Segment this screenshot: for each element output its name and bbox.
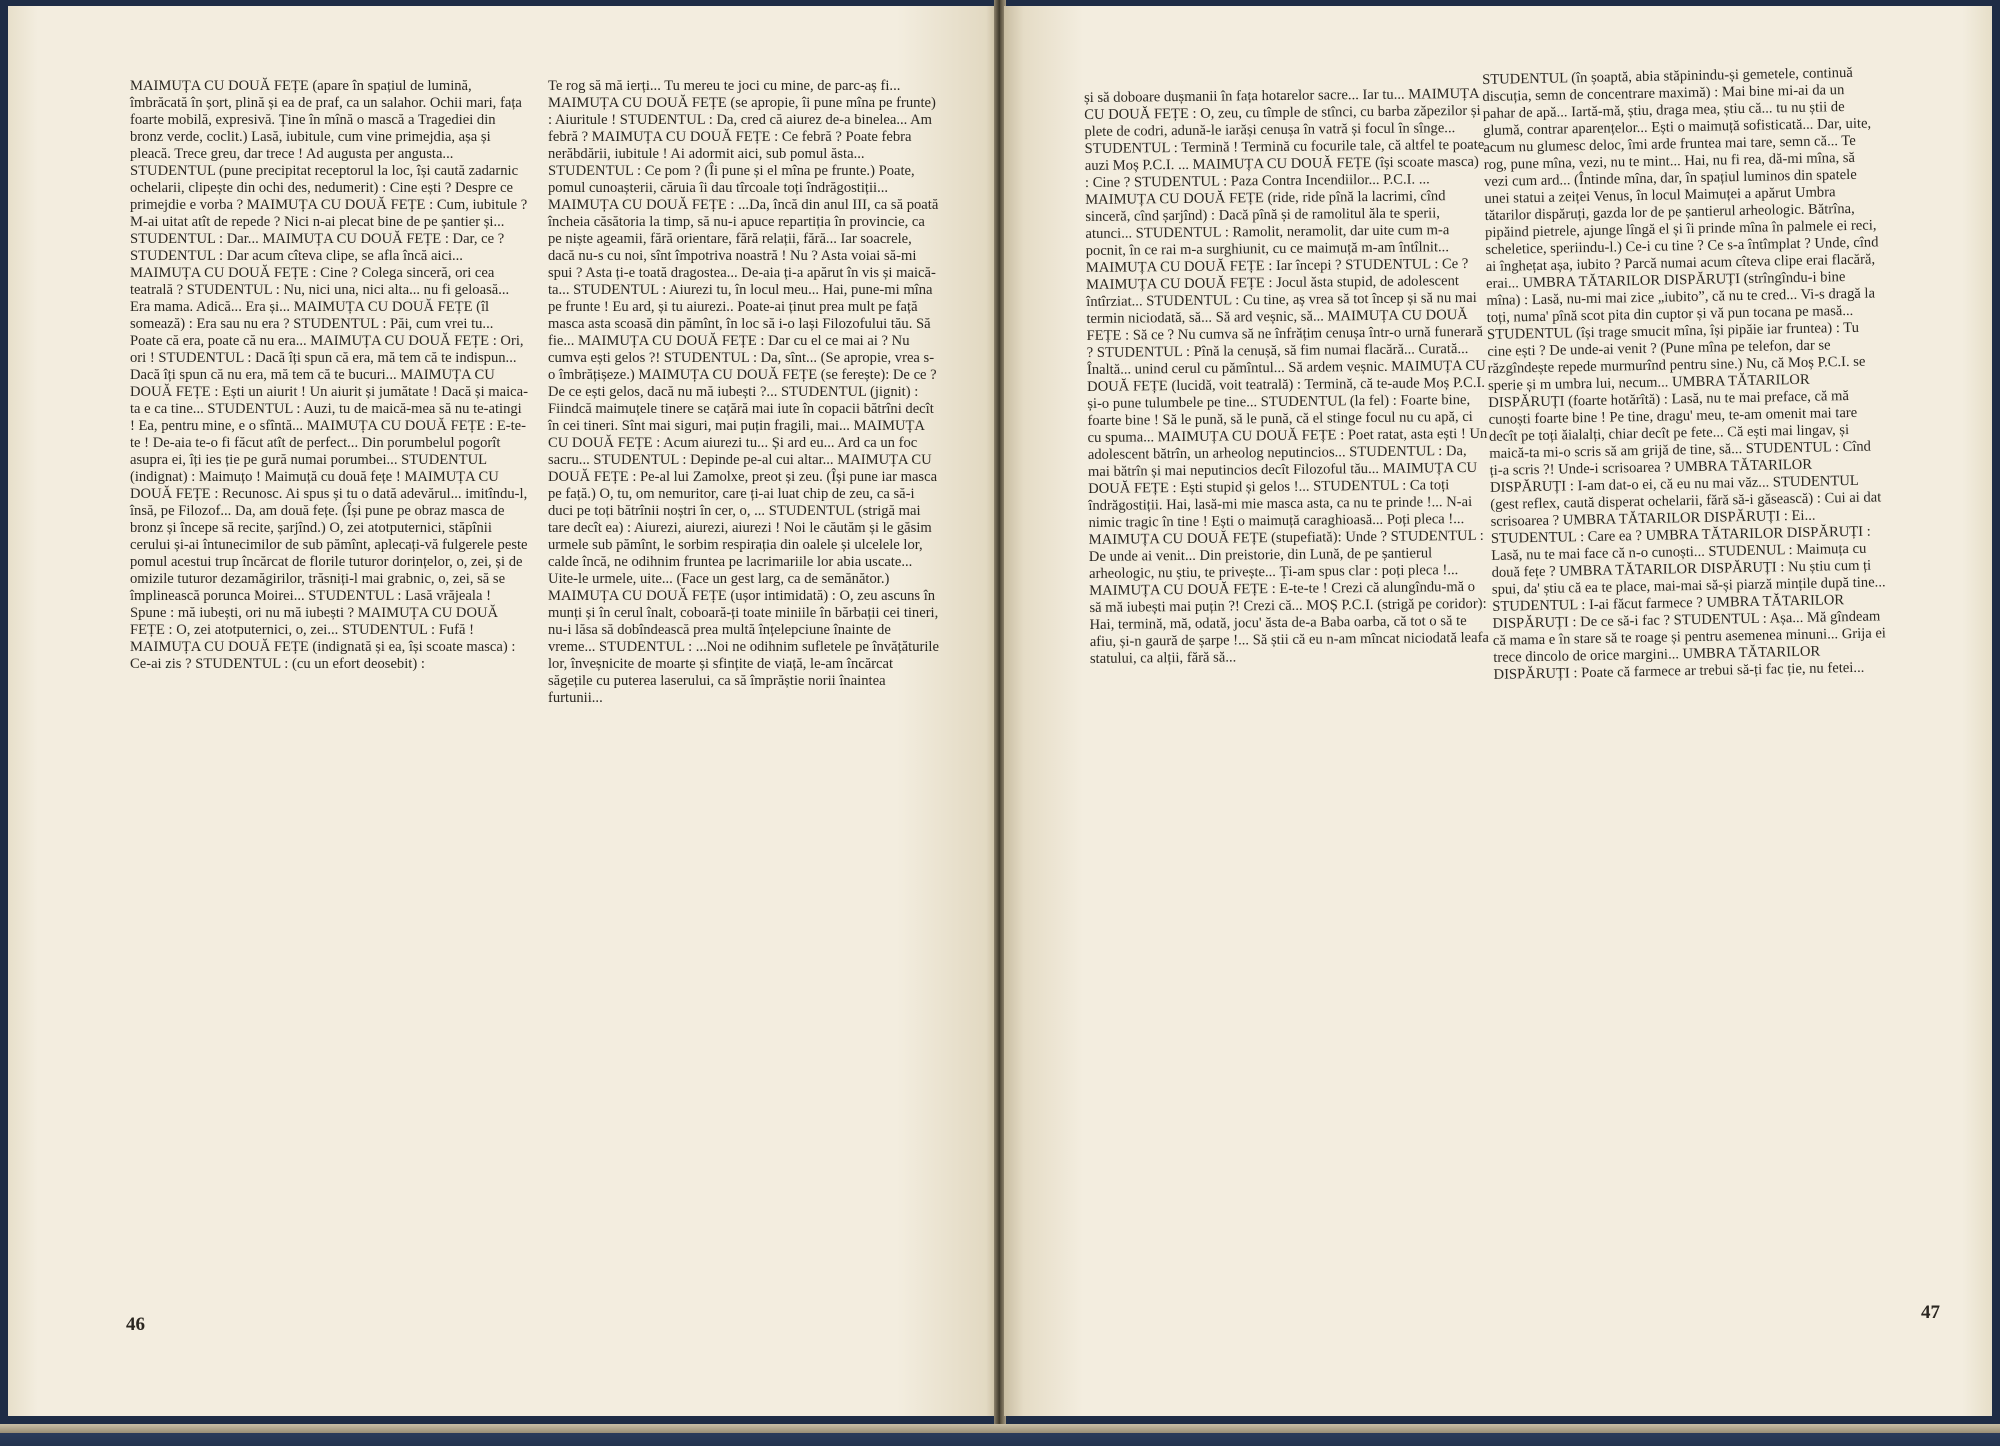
column-text: și să doboare dușmanii în fața hotarelor sacre... Iar tu... MAIMUȚA CU DOUĂ FEȚE : O, zeu, cu tîmple de stînci, cu barba zăpezilor și plete de codri, adună-le iarăși cenușa în vatră și focul în sînge... STUDENTUL : Termină ! Termină cu focurile tale, că altfel te poate auzi Moș P.C.I. ... MAIMUȚA CU DOUĂ FEȚE (își scoate masca) : Cine ? STUDENTUL : Paza Contra Incendiilor... P.C.I. ... MAIMUȚA CU DOUĂ FEȚE (ride, ride pînă la lacrimi, cînd sinceră, cînd șarjînd) : Dacă pînă și de ramolitul ăla te sperii, atunci... STUDENTUL : Ramolit, neramolit, dar uite cum m-a pocnit, în ce rai m-a surghiunit, cu ce maimuță m-am întîlnit... MAIMUȚA CU DOUĂ FEȚE : Iar începi ? STUDENTUL : Ce ? MAIMUȚA CU DOUĂ FEȚE : Jocul ăsta stupid, de adolescent întîrziat... STUDENTUL : Cu tine, aș vrea să tot încep și să nu mai termin niciodată, să... Să ard veșnic, să... MAIMUȚA CU DOUĂ FEȚE : Să ce ? Nu cumva să ne înfrățim cenușa într-o urnă funerară ? STUDENTUL : Pînă la cenușă, să fim numai flacără... Curată... Înaltă... unind cerul cu pămîntul... Să ardem veșnic. MAIMUȚA CU DOUĂ FEȚE (lucidă, voit teatrală) : Termină, că te-aude Moș P.C.I. și-o pune tulumbele pe tine... STUDENTUL (la fel) : Foarte bine, foarte bine ! Să le pună, să le pună, că el stinge focul nu cu apă, ci cu spuma... MAIMUȚA CU DOUĂ FEȚE : Poet ratat, asta ești ! Un adolescent bătrîn, un arheolog neputincios... STUDENTUL : Da, mai bătrîn și mai neputincios decît Filozoful tău... MAIMUȚA CU DOUĂ FEȚE : Ești stupid și gelos !... STUDENTUL : Ca toți îndrăgostiții. Hai, lasă-mi mie masca asta, ca nu te prinde !... N-ai nimic tragic în tine ! Ești o maimuță caraghioasă... Poți pleca !... MAIMUȚA CU DOUĂ FEȚE (stupefiată): Unde ? STUDENTUL : De unde ai venit... Din preistorie, din Lună, de pe șantierul arheologic, nu știu, te privește... Ți-am spus clar : poți pleca !... MAIMUȚA CU DOUĂ FEȚE : E-te-te ! Crezi că alungîndu-mă o să mă iubești mai puțin ?! Crezi că... MOȘ P.C.I. (strigă pe coridor): Hai, termină, mă, odată, jocu' ăsta de-a Baba oarba, că tot o să te afiu, și-n gaură de șarpe !... Să știi că eu n-am mîncat niciodată leafa statului, ca alții, fără să... xyxy=(1084,85,1489,667)
right-page-column-1 xyxy=(1084,86,1490,668)
column-text: STUDENTUL (în șoaptă, abia stăpinindu-și gemetele, continuă discuția, semn de concentrare maximă) : Mai bine mi-ai da un pahar de apă... Iartă-mă, știu, draga mea, știu că... tu nu știi de glumă, contrar aparențelor... Ești o maimuță sofisticată... Dar, uite, acum nu glumesc deloc, îmi arde fruntea mai tare, semn că... Te rog, pune mîna, vezi, nu te mint... Hai, nu fi rea, dă-mi mîna, să vezi cum ard... (Întinde mîna, dar, în spațiul luminos din spatele unei statui a zeiței Venus, în locul Maimuței a apărut Umbra tătarilor dispăruți, gazda lor de pe șantierul arheologic. Bătrîna, pipăind pietrele, ajunge lîngă el și îi prinde mîna în palmele ei reci, scheletice, speriindu-l.) Ce-i cu tine ? Ce s-a întîmplat ? Unde, cînd ai înghețat așa, iubito ? Parcă numai acum cîteva clipe erai flacără, erai... UMBRA TĂTARILOR DISPĂRUȚI (strîngîndu-i bine mîna) : Lasă, nu-mi mai zice „iubito”, că nu te cred... Vi-s dragă la toți, numa' pînă scot pita din cuptor și vă pun tocana pe masă... STUDENTUL (își trage smucit mîna, își pipăie iar fruntea) : Tu cine ești ? De unde-ai venit ? (Pune mîna pe telefon, dar se răzgîndește repede murmurînd pentru sine.) Nu, că Moș P.C.I. se sperie și m umbra lui, necum... UMBRA TĂTARILOR DISPĂRUȚI (foarte hotărîtă) : Lasă, nu te mai preface, că mă cunoști foarte bine ! Pe tine, dragu' meu, te-am omenit mai tare decît pe toți ăialalți, chiar decît pe fete... Că ești mai lingav, și maică-ta mi-o scris să am grijă de tine, să... STUDENTUL : Cînd ți-a scris ?! Unde-i scrisoarea ? UMBRA TĂTARILOR DISPĂRUȚI : I-am dat-o ei, că eu nu mai văz... STUDENTUL (gest reflex, caută disperat ochelarii, fără să-i găsească) : Cui ai dat scrisoarea ? UMBRA TĂTARILOR DISPĂRUȚI : Ei... STUDENTUL : Care ea ? UMBRA TĂTARILOR DISPĂRUȚI : Lasă, nu te mai face că n-o cunoști... STUDENUL : Maimuța cu două fețe ? UMBRA TĂTARILOR DISPĂRUȚI : Nu știu cum ți spui, da' știu că ea te place, mai-mai să-și piarză mințile după tine... STUDENTUL : I-ai făcut farmece ? UMBRA TĂTARILOR DISPĂRUȚI : De ce să-i fac ? STUDENTUL : Așa... Mă gîndeam că mama e în stare să te roage și pentru asemenea minuni... Grija ei trece dincolo de orice margini... UMBRA TĂTARILOR DISPĂRUȚI : Poate că farmece ar trebui să-ți fac ție, nu fetei... xyxy=(1482,64,1887,683)
page-number-right: 47 xyxy=(1921,1302,1940,1323)
column-text: MAIMUȚA CU DOUĂ FEȚE (apare în spațiul de lumină, îmbrăcată în șort, plină și ea de praf, ca un salahor. Ochii mari, fața foarte mobilă, expresivă. Ține în mînă o mască a Tragediei din bronz verde, coclit.) Lasă, iubitule, cum vine primejdia, așa și pleacă. Trece greu, dar trece ! Ad augusta per angusta... STUDENTUL (pune precipitat receptorul la loc, își caută zadarnic ochelarii, clipește din ochi des, nedumerit) : Cine ești ? Despre ce primejdie e vorba ? MAIMUȚA CU DOUĂ FEȚE : Cum, iubitule ? M-ai uitat atît de repede ? Nici n-ai plecat bine de pe șantier și... STUDENTUL : Dar... MAIMUȚA CU DOUĂ FEȚE : Dar, ce ? STUDENTUL : Dar acum cîteva clipe, se afla încă aici... MAIMUȚA CU DOUĂ FEȚE : Cine ? Colega sinceră, ori cea teatrală ? STUDENTUL : Nu, nici una, nici alta... nu fi geloasă... Era mama. Adică... Era și... MAIMUȚA CU DOUĂ FEȚE (îl somează) : Era sau nu era ? STUDENTUL : Păi, cum vrei tu... Poate că era, poate că nu era... MAIMUȚA CU DOUĂ FEȚE : Ori, ori ! STUDENTUL : Dacă îți spun că era, mă tem că te indispun... Dacă îți spun că nu era, mă tem că te bucuri... MAIMUȚA CU DOUĂ FEȚE : Ești un aiurit ! Un aiurit și jumătate ! Dacă și maica-ta e ca tine... STUDENTUL : Auzi, tu de maică-mea să nu te-atingi ! Ea, pentru mine, e o sfîntă... MAIMUȚA CU DOUĂ FEȚE : E-te-te ! De-aia te-o fi făcut atît de perfect... Din porumbelul pogorît asupra ei, îți ies ție pe gură numai porumbei... STUDENTUL (indignat) : Maimuțo ! Maimuță cu două fețe ! MAIMUȚA CU DOUĂ FEȚE : Recunosc. Ai spus și tu o dată adevărul... imitîndu-l, însă, pe Filozof... Da, am două fețe. (Își pune pe obraz masca de bronz și începe să recite, șarjînd.) O, zei atotputernici, stăpînii cerului și-ai întunecimilor de sub pămînt, aplecați-vă fulgerele peste pomul acestui trup încărcat de florile tuturor dorințelor, o, zei, și de omizile tuturor dezamăgirilor, trăsniți-l mai grabnic, o, zei, să se împlinească porunca Moirei... STUDENTUL : Lasă vrăjeala ! Spune : mă iubești, ori nu mă iubești ? MAIMUȚA CU DOUĂ FEȚE : O, zei atotputernici, o, zei... STUDENTUL : Fufă ! MAIMUȚA CU DOUĂ FEȚE (indignată și ea, își scoate masca) : Ce-ai zis ? STUDENTUL : (cu un efort deosebit) : xyxy=(130,78,528,672)
column-text: Te rog să mă ierți... Tu mereu te joci cu mine, de parc-aș fi... MAIMUȚA CU DOUĂ FEȚE (se apropie, îi pune mîna pe frunte) : Aiuritule ! STUDENTUL : Da, cred că aiurez de-a binelea... Am febră ? MAIMUȚA CU DOUĂ FEȚE : Ce febră ? Poate febra nerăbdării, iubitule ! Ai adormit aici, sub pomul ăsta... STUDENTUL : Ce pom ? (Îi pune și el mîna pe frunte.) Poate, pomul cunoașterii, căruia îi dau tîrcoale toți îndrăgostiții... MAIMUȚA CU DOUĂ FEȚE : ...Da, încă din anul III, ca să poată încheia căsătoria la timp, să nu-i apuce repartiția în provincie, ca pe niște ageamii, fără orientare, fără relații, fără... Iar soacrele, dacă nu-s cu noi, sînt împotriva noastră ! Nu ? Asta voiai să-mi spui ? Asta ți-e toată dragostea... De-aia ți-a apărut în vis și maică-ta... STUDENTUL : Aiurezi tu, în locul meu... Hai, pune-mi mîna pe frunte ! Eu ard, și tu aiurezi.. Poate-ai ținut prea mult pe față masca asta scoasă din pămînt, în loc să i-o lași Filozofului tău. Să fie... MAIMUȚA CU DOUĂ FEȚE : Dar cu el ce mai ai ? Nu cumva ești gelos ?! STUDENTUL : Da, sînt... (Se apropie, vrea s-o îmbrățișeze.) MAIMUȚA CU DOUĂ FEȚE (se ferește): De ce ? De ce ești gelos, dacă nu mă iubești ?... STUDENTUL (jignit) : Fiindcă maimuțele tinere se cațără mai iute în copacii bătrîni decît în cei tineri. Sînt mai siguri, mai puțin fragili, mai... MAIMUȚA CU DOUĂ FEȚE : Acum aiurezi tu... Și ard eu... Ard ca un foc sacru... STUDENTUL : Depinde pe-al cui altar... MAIMUȚA CU DOUĂ FEȚE : Pe-al lui Zamolxe, preot și zeu. (Își pune iar masca pe față.) O, tu, om nemuritor, care ți-ai luat chip de zeu, ca să-i duci pe toți bătrînii noștri în cer, o, ... STUDENTUL (strigă mai tare decît ea) : Aiurezi, aiurezi, aiurezi ! Noi le căutăm și le găsim urmele sub pămînt, le sorbim respirația din oalele și ulcelele lor, calde încă, ne odihnim fruntea pe lacrimariile lor abia uscate... Uite-le urmele, uite... (Face un gest larg, ca de semănător.) MAIMUȚA CU DOUĂ FEȚE (ușor intimidată) : O, zeu ascuns în munți și în cerul înalt, coboară-ți toate miniile în bărbații cei tineri, nu-i lăsa să dobîndească prea multă înțelepciune înainte de vreme... STUDENTUL : ...Noi ne odihnim sufletele pe învățăturile lor, înveșnicite de moarte și sfințite de viață, le-am încărcat săgețile cu puterea laserului, ca să împrăștie norii înaintea furtunii... xyxy=(548,78,939,706)
right-page xyxy=(1004,6,1992,1416)
left-page-column-1 xyxy=(130,78,528,673)
right-page-column-2 xyxy=(1482,64,1889,683)
left-page xyxy=(8,6,996,1416)
book-bottom-edge xyxy=(0,1424,2000,1446)
left-page-column-2 xyxy=(548,78,940,707)
page-number-left: 46 xyxy=(126,1314,145,1335)
